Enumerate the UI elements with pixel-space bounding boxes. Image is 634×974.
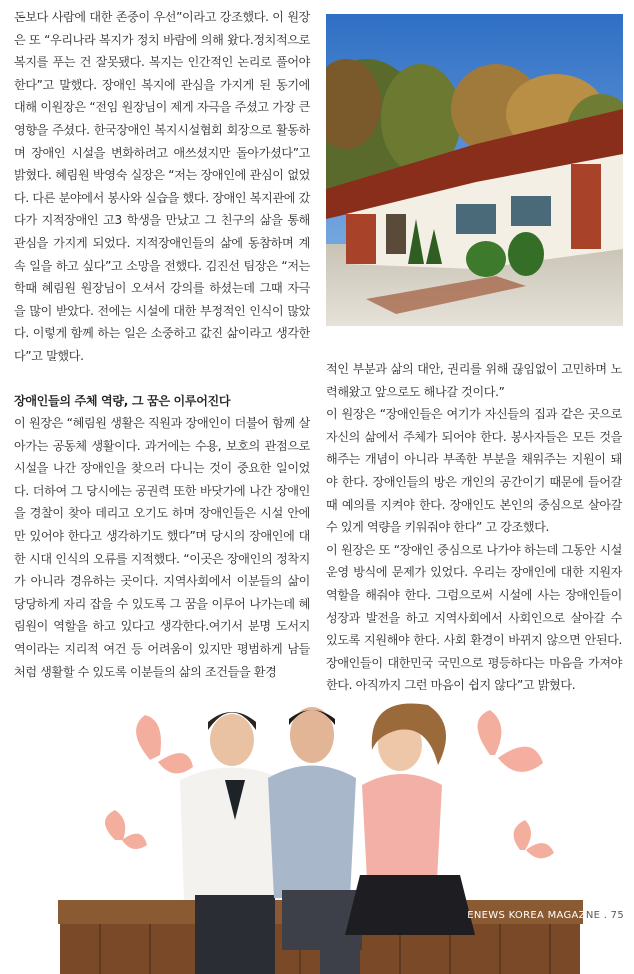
paragraph: 이 원장은 “혜림원 생활은 직원과 장애인이 더불어 함께 살아가는 공동체 생활이다. 과거에는 수용, 보호의 관점으로 시설을 나간 장애인을 찾으러 다니는 것이 중요한 일이었다. 더하여 그 당시에는 공권력 또한 바닷가에 나간 장애인을 경찰이 찾아 데리고 오기도 하며 장애인들은 시설 안에만 있어야 한다고 생각하기도 했다”며 당시의 장애인에 대한 시대 인식의 오류를 지적했다. “이곳은 장애인의 정착지가 아니라 경유하는 곳이다. 지역사회에서 이분들의 삶이 당당하게 자리 잡을 수 있도록 그 꿈을 이루어 나가는데 혜림원이 역할을 하고 있다고 생각한다.여기서 분명 도서지역이라는 지리적 여건 등 어려움이 있지만 평범하게 남들처럼 생활할 수 있도록 이분들의 삶의 조건들을 환경 [14, 416, 310, 679]
paragraph: 이 원장은 또 “장애인 중심으로 나가야 하는데 그동안 시설 운영 방식에 문제가 있었다. 우리는 장애인에 대한 지원자 역할을 해줘야 한다. 그럼으로써 시설에 사는 장애인들이 성장과 발전을 하고 지역사회에서 사회인으로 살아갈 수 있도록 지원해야 한다. 사회 환경이 바뀌지 않으면 안된다. 장애인들이 대한민국 국민으로 평등하다는 마음을 가져야 한다. 아직까지 그런 마음이 쉽지 않다”고 밝혔다. [326, 542, 622, 693]
right-column [326, 358, 622, 697]
group-photo [0, 700, 634, 974]
paragraph: 적인 부분과 삶의 대안, 권리를 위해 끊임없이 고민하며 노력해왔고 앞으로도 해나갈 것이다.” [326, 362, 622, 399]
person-left [180, 712, 284, 974]
building-photo [326, 14, 623, 326]
page-number: NE . 75 [585, 910, 624, 921]
left-column [14, 6, 310, 683]
section-heading: 장애인들의 주체 역량, 그 꿈은 이루어진다 [14, 393, 231, 408]
paragraph: 이 원장은 “장애인들은 여기가 자신들의 집과 같은 곳으로 자신의 삶에서 주체가 되어야 한다. 봉사자들은 모든 것을 해주는 개념이 아니라 부족한 부분을 채워주는 지원이 돼야 한다. 장애인들의 방은 개인의 공간이기 때문에 들어갈때 예의를 지켜야 한다. 장애인도 본인의 중심으로 살아갈 수 있게 역량을 키워줘야 한다” 고 강조했다. [326, 407, 622, 535]
person-right [345, 703, 475, 935]
paragraph: 돈보다 사람에 대한 존중이 우선”이라고 강조했다. 이 원장은 또 “우리나라 복지가 정치 바람에 의해 왔다.정치적으로 복지를 푸는 건 잘못됐다. 복지는 인간적인 논리로 풀어야한다”고 말했다. 장애인 복지에 관심을 가지게 된 동기에 대해 이원장은 “전임 원장님이 제게 자극을 주셨고 가장 큰 영향을 주셨다. 한국장애인 복지시설협회 회장으로 활동하며 장애인 시설을 변화하려고 애쓰셨지만 돌아가셨다”고 밝혔다. 혜림원 박영숙 실장은 “저는 장애인에 관심이 없었다. 다른 분야에서 봉사와 실습을 했다. 장애인 복지관에 갔다가 지적장애인 고3 학생을 만났고 그 친구의 삶을 통해 관심을 가지게 되었다. 지적장애인들의 삶에 동참하며 계속 일을 하고 싶다”고 소망을 전했다. 김진선 팀장은 “저는 학때 혜림원 원장님이 오셔서 강의를 하셨는데 그때 자극을 많이 받았다. 전에는 시설에 대한 부정적인 인식이 많았다. 이렇게 함께 하는 일은 소중하고 값진 삶이라고 생각한다”고 말했다. [14, 10, 310, 363]
butterfly-icon [136, 715, 161, 760]
page-footer [467, 910, 624, 921]
magazine-name: ENEWS KOREA MAGAZ [467, 910, 586, 921]
